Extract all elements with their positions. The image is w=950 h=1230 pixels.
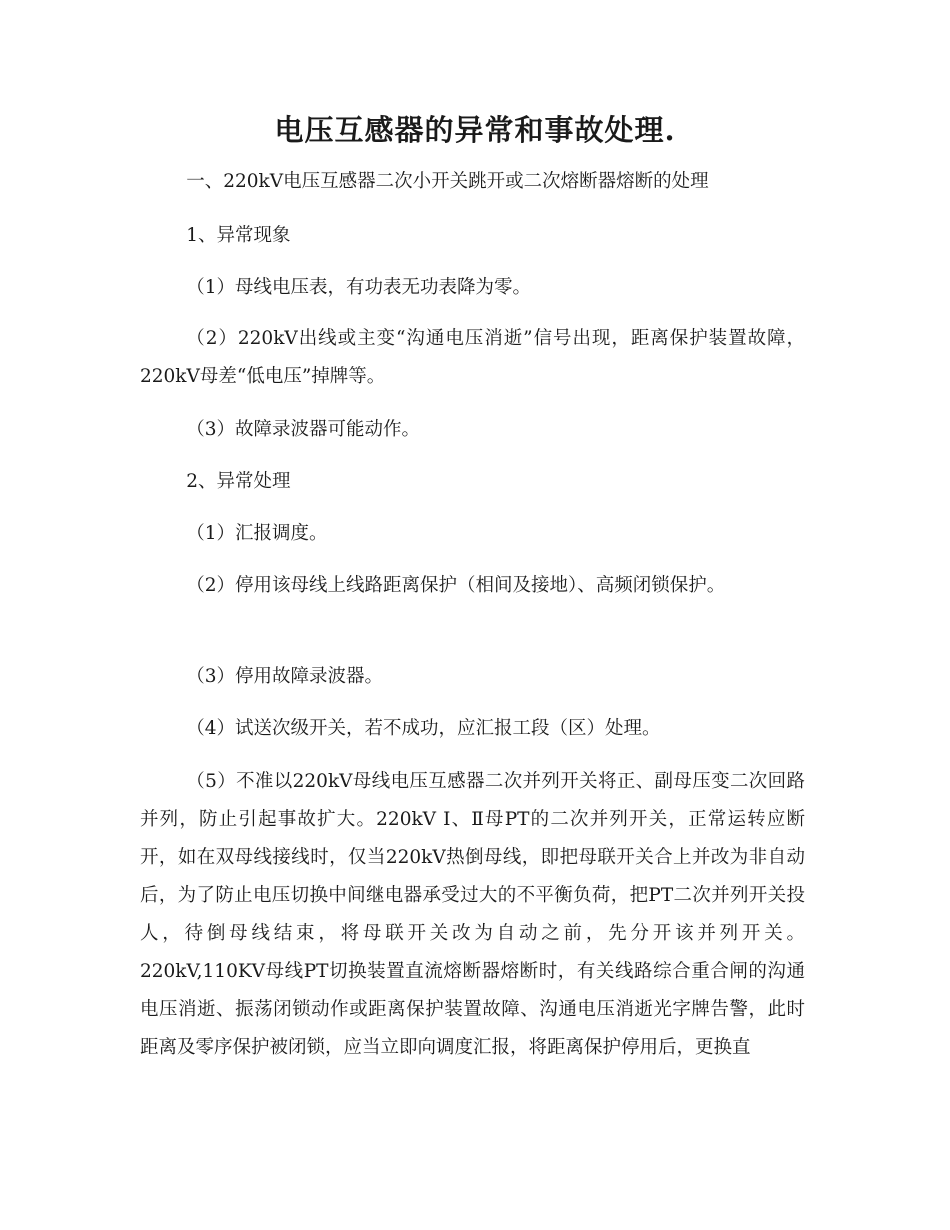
handling-item-5: （5）不准以220kV母线电压互感器二次并列开关将正、副母压变二次回路并列，防止引起事故扩大。220kV Ⅰ、Ⅱ母PT的二次并列开关，正常运转应断开，如在双母线接线时，仅当220kV热倒母线，即把母联开关合上并改为非自动后，为了防止电压切换中间继电器承受过大的不平衡负荷，把PT二次并列开关投人，待倒母线结束，将母联开关改为自动之前，先分开该并列开关。220kV,110KV母线PT切换装置直流熔断器熔断时，有关线路综合重合闸的沟通电压消逝、振荡闭锁动作或距离保护装置故障、沟通电压消逝光字牌告警，此时距离及零序保护被闭锁，应当立即向调度汇报，将距离保护停用后，更换直 — [140, 771, 805, 1058]
handling-item-1: （1）汇报调度。 — [186, 523, 328, 544]
subsection-heading-abnormal: 1、异常现象 — [186, 225, 291, 246]
handling-item-3: （3）停用故障录波器。 — [186, 666, 384, 687]
handling-item-2: （2）停用该母线上线路距离保护（相间及接地）、高频闭锁保护。 — [186, 575, 726, 596]
section-heading: 一、220kV电压互感器二次小开关跳开或二次熔断器熔断的处理 — [186, 171, 709, 192]
abnormal-item-3: （3）故障录波器可能动作。 — [186, 419, 421, 440]
subsection-heading-handling: 2、异常处理 — [186, 471, 291, 492]
handling-item-4: （4）试送次级开关，若不成功，应汇报工段（区）处理。 — [186, 718, 661, 739]
document-title: 电压互感器的异常和事故处理. — [274, 113, 676, 147]
abnormal-item-2: （2）220kV出线或主变“沟通电压消逝”信号出现，距离保护装置故障，220kV母差“低电压”掉牌等。 — [140, 328, 805, 387]
abnormal-item-1: （1）母线电压表，有功表无功表降为零。 — [186, 277, 532, 298]
